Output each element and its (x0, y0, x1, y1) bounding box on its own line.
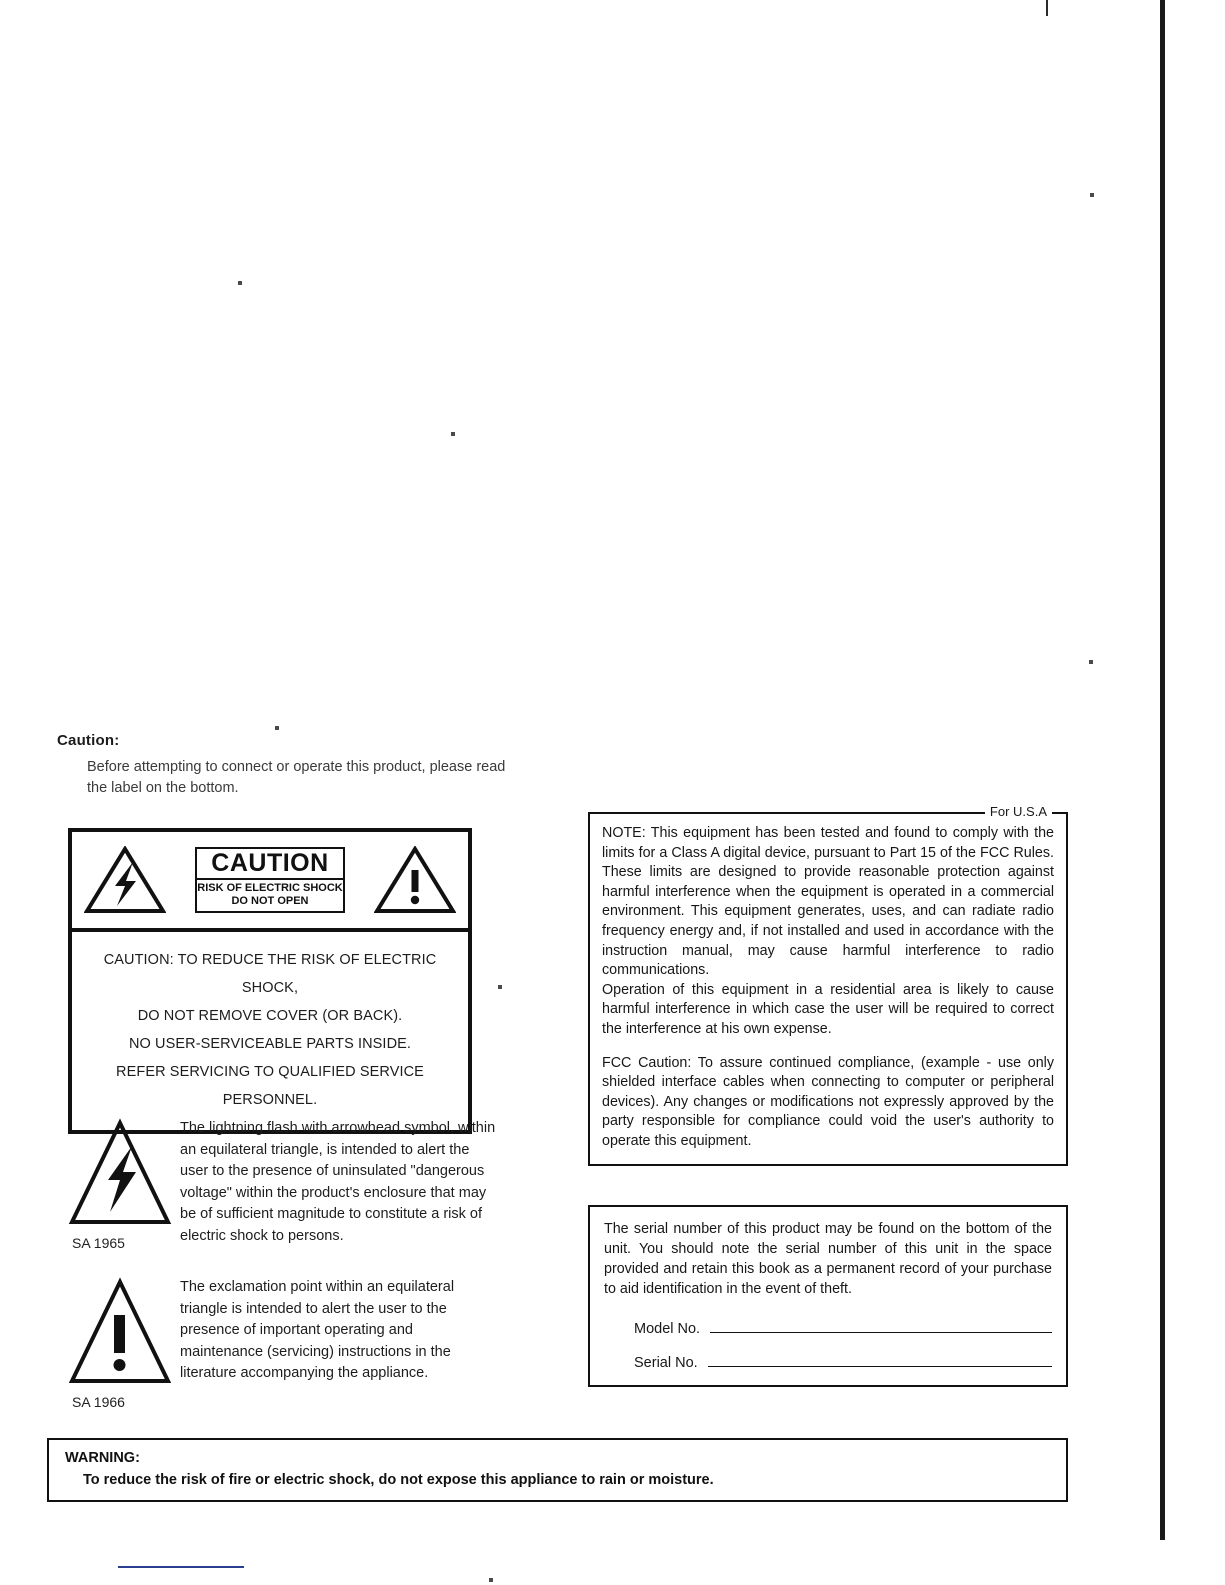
symbol-explanation-text: The exclamation point within an equilateral triangle is intended to alert the user to the presence of important operating and maintenance (servicing) instructions in the literature accompanying the appliance. (180, 1279, 455, 1381)
warning-panel-top-row (72, 832, 468, 932)
symbol-explanation-text: The lightning flash with arrowhead symbol, within an equilateral triangle, is intended to alert the user to the presence of uninsulated "dangerous voltage" within the product's enclosure that may be of sufficient magnitude to constitute a risk of electric shock to persons. (180, 1120, 496, 1244)
warning-line-2: DO NOT REMOVE COVER (OR BACK). (137, 1008, 403, 1024)
scan-edge-artifact-top (1046, 0, 1048, 16)
model-number-rule[interactable] (710, 1331, 1052, 1333)
warning-line-4: REFER SERVICING TO QUALIFIED SERVICE PERSONNEL. (116, 1064, 424, 1108)
model-number-field[interactable] (634, 1321, 1052, 1337)
scan-speck (498, 985, 502, 989)
caution-body-text: Before attempting to connect or operate this product, please read the label on the bottom. (87, 759, 506, 796)
caution-subline-1: RISK OF ELECTRIC SHOCK (197, 882, 343, 894)
warning-line-1: CAUTION: TO REDUCE THE RISK OF ELECTRIC SHOCK, (103, 952, 437, 996)
scan-speck (1089, 660, 1093, 664)
caution-word-box (195, 847, 345, 913)
serial-number-box (588, 1205, 1068, 1387)
bottom-warning-box (47, 1438, 1068, 1502)
warning-line-3: NO USER-SERVICEABLE PARTS INSIDE. (128, 1036, 412, 1052)
scan-speck (238, 281, 242, 285)
symbol-explanation-lightning (68, 1118, 498, 1251)
scan-speck (275, 726, 279, 730)
caution-word: CAUTION (197, 850, 343, 880)
symbol-explanation-exclamation (68, 1277, 498, 1410)
model-number-label: Model No. (634, 1321, 701, 1337)
serial-instructions: The serial number of this product may be found on the bottom of the unit. You should note the serial number of this unit in the space provided and retain this book as a permanent record of your purchase to aid identification in the event of theft. (604, 1221, 1052, 1297)
caution-subline-2: DO NOT OPEN (231, 895, 309, 907)
bottom-warning-title: WARNING: (65, 1450, 140, 1466)
scan-speck (489, 1578, 493, 1582)
lightning-bolt-triangle-icon (84, 846, 166, 914)
fcc-paragraph-3: FCC Caution: To assure continued compliance, (example - use only shielded interface cables when connecting to computer or peripheral devices). Any changes or modifications not expressly approved by the party responsible for compliance could void the user's authority to operate this equipment. (602, 1054, 1054, 1149)
symbol-code-label: SA 1965 (72, 1235, 125, 1251)
fcc-paragraph-1: NOTE: This equipment has been tested and found to comply with the limits for a Class A digital device, pursuant to Part 15 of the FCC Rules. These limits are designed to provide reasonable protection against harmful interference when the equipment is operated in a commercial environment. This equipment generates, uses, and can radiate radio frequency energy and, if not installed and used in accordance with the instruction manual, may cause harmful interference to radio communications. (602, 825, 1054, 979)
bottom-warning-text: To reduce the risk of fire or electric shock, do not expose this appliance to rain or moisture. (83, 1472, 714, 1488)
fcc-region-label: For U.S.A (985, 804, 1052, 819)
exclamation-triangle-icon (374, 846, 456, 914)
lightning-bolt-triangle-icon-large (68, 1118, 180, 1251)
serial-number-field[interactable] (634, 1355, 1052, 1371)
footer-underline (118, 1566, 244, 1568)
warning-panel-text-block (72, 932, 468, 1130)
scan-edge-artifact (1160, 0, 1165, 1540)
electric-shock-warning-panel (68, 828, 472, 1134)
exclamation-triangle-icon-large (68, 1277, 180, 1410)
fcc-spacer (602, 1040, 1054, 1054)
fcc-notice-box (588, 804, 1068, 1166)
fcc-paragraph-2: Operation of this equipment in a residential area is likely to cause harmful interference in which case the user will be required to correct the interference at his own expense. (602, 981, 1054, 1037)
serial-number-label: Serial No. (634, 1355, 698, 1371)
symbol-code-label: SA 1966 (72, 1394, 125, 1410)
scan-speck (451, 432, 455, 436)
caution-heading: Caution: (57, 732, 120, 749)
scan-speck (1090, 193, 1094, 197)
serial-number-rule[interactable] (708, 1365, 1052, 1367)
